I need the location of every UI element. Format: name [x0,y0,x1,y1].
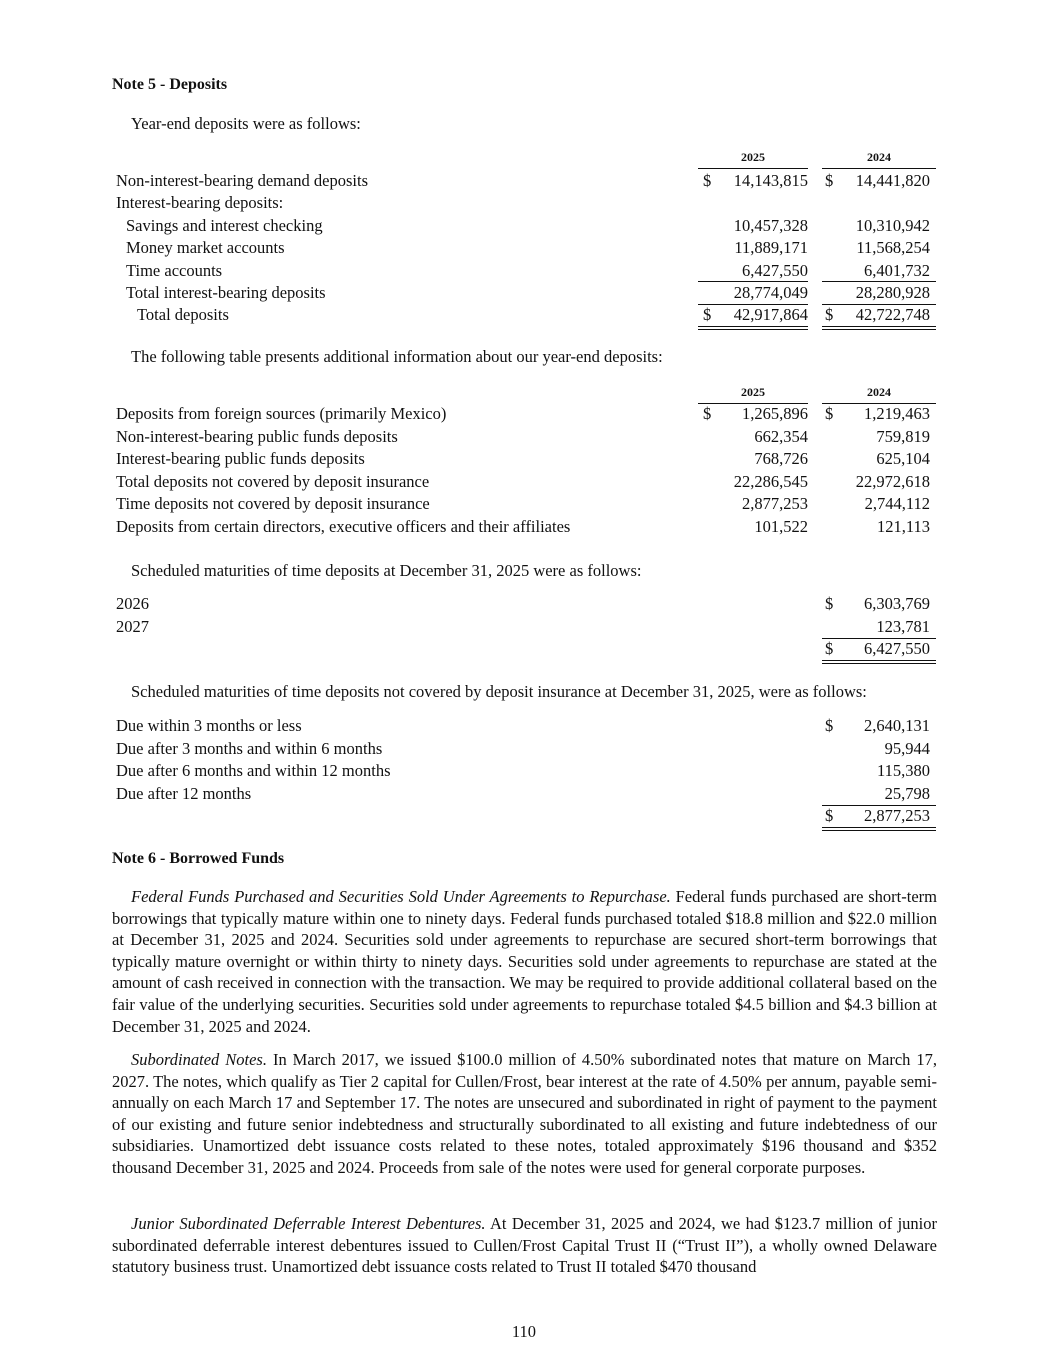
table-row: Non-interest-bearing public funds deposits 662,354 759,819 [116,427,930,446]
table-row: Non-interest-bearing demand deposits $ 14,143,815 $ 14,441,820 [116,171,930,190]
header-rule [822,168,936,169]
additional-intro: The following table presents additional information about our year-end deposits: [131,347,663,366]
table-row: Interest-bearing deposits: [116,193,284,212]
table-row: Due after 6 months and within 12 months 115,380 [116,761,930,780]
col-2025: 2025 [741,385,765,399]
table-row: Due after 3 months and within 6 months 95,944 [116,739,930,758]
paragraph-subordinated-notes [112,1049,937,1179]
paragraph-body: In March 2017, we issued $100.0 million of 4.50% subordinated notes that mature on March 17, 2027. The notes, which qualify as Tier 2 capital for Cullen/Frost, bear interest at the rate of 4.50% per annum, payable semi-annually on each March 17 and September 17. The notes are unsecured and subordinated in right of payment to the payment of our existing and future senior indebtedness and structurally subordinated to all existing and future indebtedness of our subsidiaries. Unamortized debt issuance costs related to these notes, totaled approximately $196 thousand and $352 thousand December 31, 2025 and 2024. Proceeds from sale of the notes were used for general corporate purposes. [112,1050,937,1177]
table-row: Money market accounts 11,889,171 11,568,254 [126,238,930,257]
uninsured-intro: Scheduled maturities of time deposits not covered by deposit insurance at December 31, 2025, were as follows: [131,682,867,701]
table-row: Deposits from foreign sources (primarily Mexico) $ 1,265,896 $ 1,219,463 [116,404,930,423]
total-row: $ 2,877,253 [825,806,930,825]
maturities-intro: Scheduled maturities of time deposits at December 31, 2025 were as follows: [131,561,642,580]
table-row: Savings and interest checking 10,457,328 10,310,942 [126,216,930,235]
note6-title: Note 6 - Borrowed Funds [112,850,285,867]
paragraph-body: Federal funds purchased are short-term borrowings that typically mature within one to ninety days. Federal funds purchased totaled $18.8 million and $22.0 million at December 31, 2025 and 2024. Securities sold under agreements to repurchase are secured short-term borrowings that typically mature overnight or within thirty to ninety days. Securities sold under agreements to repurchase are stated at the amount of cash received in connection with the transaction. We may be required to provide additional collateral based on the fair value of the underlying securities. Securities sold under agreements to repurchase totaled $4.5 billion and $4.3 billion at December 31, 2025 and 2024. [112,887,937,1036]
paragraph-body: At December 31, 2025 and 2024, we had $123.7 million of junior subordinated deferrable interest debentures issued to Cullen/Frost Capital Trust II (“Trust II”), a wholly owned Delaware statutory business trust. Unamortized debt issuance costs related to Trust II totaled $470 thousand [112,1214,937,1277]
table-row: Time deposits not covered by deposit insurance 2,877,253 2,744,112 [116,494,930,513]
total-double-rule [822,660,936,664]
table-row: Total interest-bearing deposits 28,774,049 28,280,928 [126,283,930,302]
col-2025: 2025 [741,150,765,164]
total-double-rule [698,326,808,330]
table-row: 2027 123,781 [116,617,930,636]
table-row: Time accounts 6,427,550 6,401,732 [126,261,930,280]
total-row: $ 6,427,550 [825,639,930,658]
table-row: Total deposits not covered by deposit insurance 22,286,545 22,972,618 [116,472,930,491]
total-double-rule [822,326,936,330]
col-2024: 2024 [867,150,891,164]
page-number: 110 [511,1322,537,1341]
table-row: 2026 $ 6,303,769 [116,594,930,613]
table-row: Interest-bearing public funds deposits 768,726 625,104 [116,449,930,468]
paragraph-lead: Junior Subordinated Deferrable Interest Debentures. [131,1214,486,1233]
table-row: Due after 12 months 25,798 [116,784,930,803]
table-row: Deposits from certain directors, executive officers and their affiliates 101,522 121,113 [116,517,930,536]
note5-intro: Year-end deposits were as follows: [131,114,361,133]
paragraph-lead: Federal Funds Purchased and Securities Sold Under Agreements to Repurchase. [131,887,671,906]
table-row: Total deposits $ 42,917,864 $ 42,722,748 [137,305,930,324]
col-2024: 2024 [867,385,891,399]
paragraph-junior-debentures [112,1213,937,1278]
total-double-rule [822,827,936,831]
paragraph-fed-funds [112,886,937,1037]
paragraph-lead: Subordinated Notes. [131,1050,267,1069]
header-rule [698,168,808,169]
note5-title: Note 5 - Deposits [112,76,228,93]
table-row: Due within 3 months or less $ 2,640,131 [116,716,930,735]
